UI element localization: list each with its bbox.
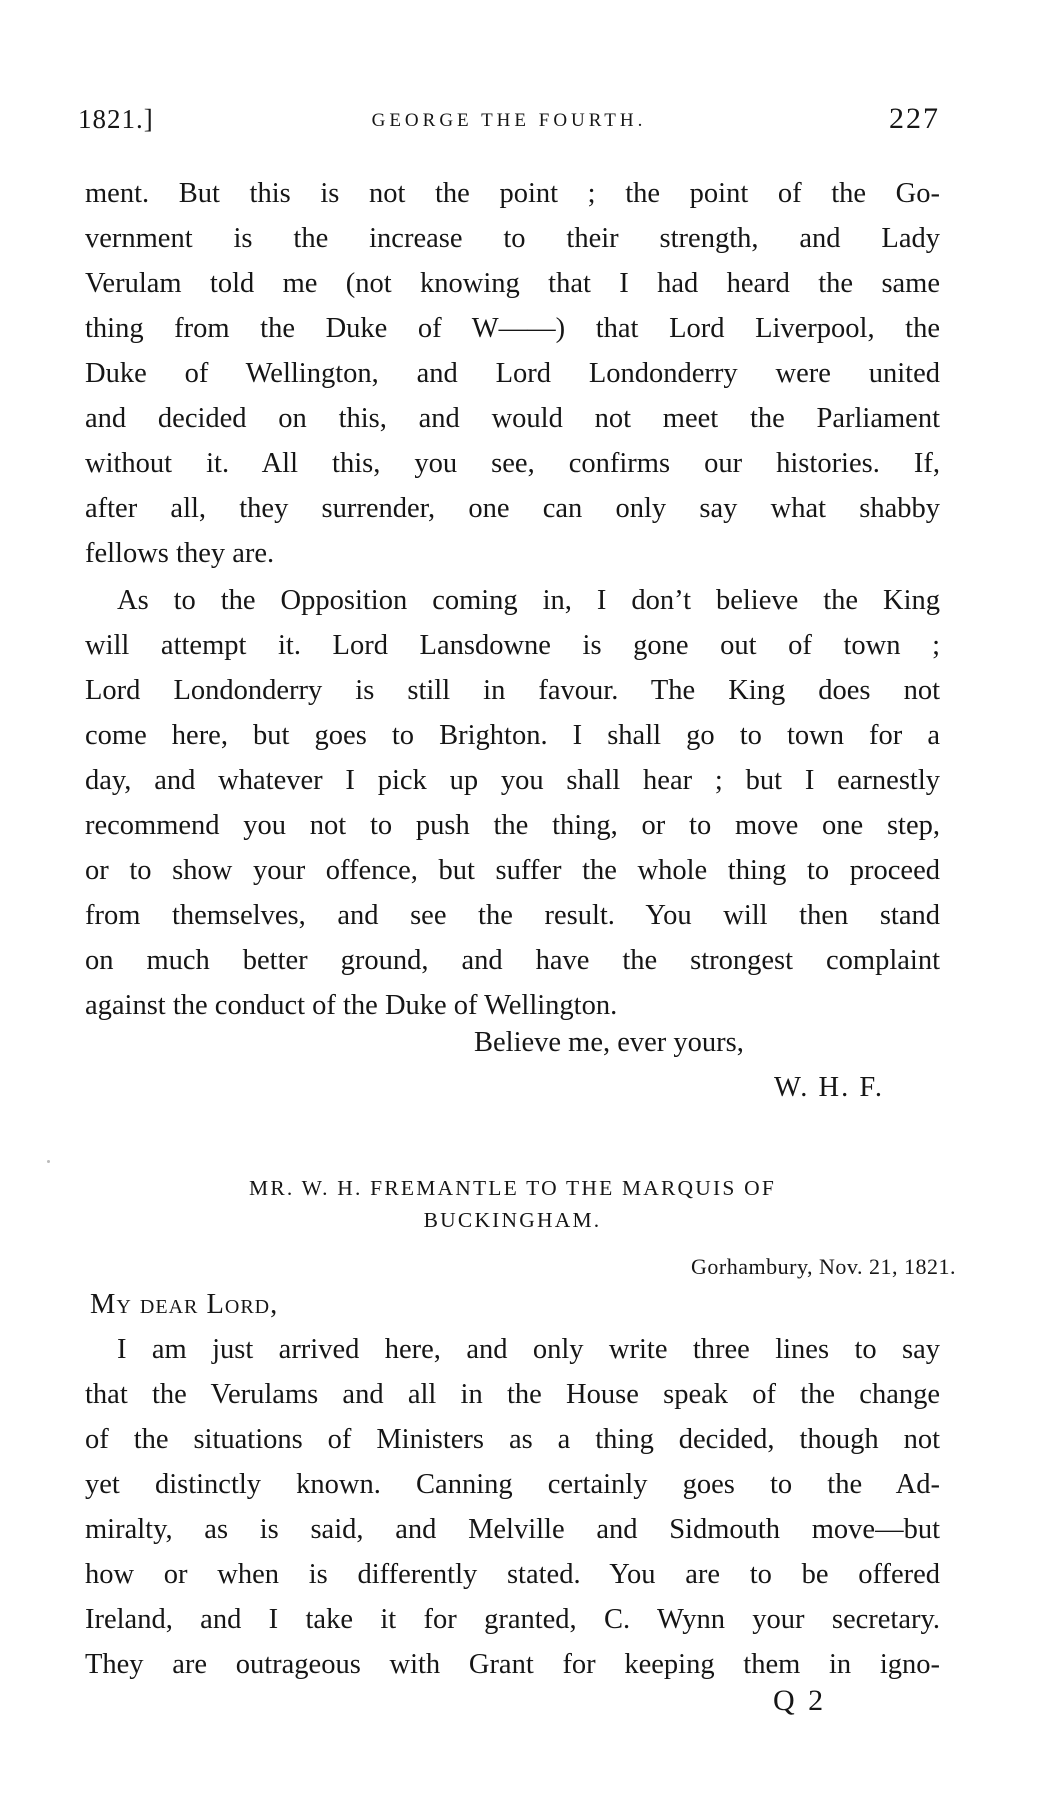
text-line: recommend you not to push the thing, or to move one step, [85, 810, 940, 841]
text-line: I am just arrived here, and only write three lines to say [117, 1334, 940, 1365]
letter-two-body [85, 1327, 940, 1687]
text-line: vernment is the increase to their strength, and Lady [85, 223, 940, 254]
text-line: against the conduct of the Duke of Wellington. [85, 990, 618, 1021]
printer-signature-mark: Q 2 [773, 1684, 827, 1717]
text-line: yet distinctly known. Canning certainly goes to the Ad- [85, 1469, 940, 1500]
letter-two-heading [85, 1172, 940, 1236]
text-line: that the Verulams and all in the House speak of the change [85, 1379, 940, 1410]
text-line: As to the Opposition coming in, I don’t believe the King [117, 585, 940, 616]
text-line: from themselves, and see the result. You will then stand [85, 900, 940, 931]
page-number: 227 [889, 102, 940, 135]
text-line: how or when is differently stated. You are to be offered [85, 1559, 940, 1590]
running-title: GEORGE THE FOURTH. [371, 110, 647, 131]
text-line: Duke of Wellington, and Lord Londonderry were united [85, 358, 940, 389]
running-header [78, 104, 940, 144]
text-line: ment. But this is not the point ; the point of the Go- [85, 178, 940, 209]
text-line: day, and whatever I pick up you shall hear ; but I earnestly [85, 765, 940, 796]
letter-one-paragraph-two [85, 578, 940, 1028]
signature: W. H. F. [774, 1072, 885, 1103]
heading-line: BUCKINGHAM. [423, 1208, 602, 1232]
letter-one-paragraph-one [85, 171, 940, 576]
text-line: will attempt it. Lord Lansdowne is gone out of town ; [85, 630, 940, 661]
text-line: Verulam told me (not knowing that I had heard the same [85, 268, 940, 299]
valediction: Believe me, ever yours, [474, 1027, 744, 1058]
text-line: come here, but goes to Brighton. I shall go to town for a [85, 720, 940, 751]
header-year: 1821.] [78, 104, 154, 134]
text-line: thing from the Duke of W——) that Lord Liverpool, the [85, 313, 940, 344]
salutation: My dear Lord, [90, 1289, 279, 1320]
scan-speck [47, 1160, 50, 1163]
text-line: on much better ground, and have the strongest complaint [85, 945, 940, 976]
text-line: and decided on this, and would not meet the Parliament [85, 403, 940, 434]
text-line: or to show your offence, but suffer the whole thing to proceed [85, 855, 940, 886]
text-line: fellows they are. [85, 538, 275, 569]
text-line: Lord Londonderry is still in favour. The King does not [85, 675, 940, 706]
text-line: without it. All this, you see, confirms our histories. If, [85, 448, 940, 479]
dateline: Gorhambury, Nov. 21, 1821. [691, 1254, 956, 1279]
heading-line: MR. W. H. FREMANTLE TO THE MARQUIS OF [249, 1176, 776, 1200]
text-line: of the situations of Ministers as a thing decided, though not [85, 1424, 940, 1455]
text-line: They are outrageous with Grant for keeping them in igno- [85, 1649, 940, 1680]
text-line: Ireland, and I take it for granted, C. Wynn your secretary. [85, 1604, 940, 1635]
text-line: after all, they surrender, one can only say what shabby [85, 493, 940, 524]
text-line: miralty, as is said, and Melville and Sidmouth move—but [85, 1514, 940, 1545]
